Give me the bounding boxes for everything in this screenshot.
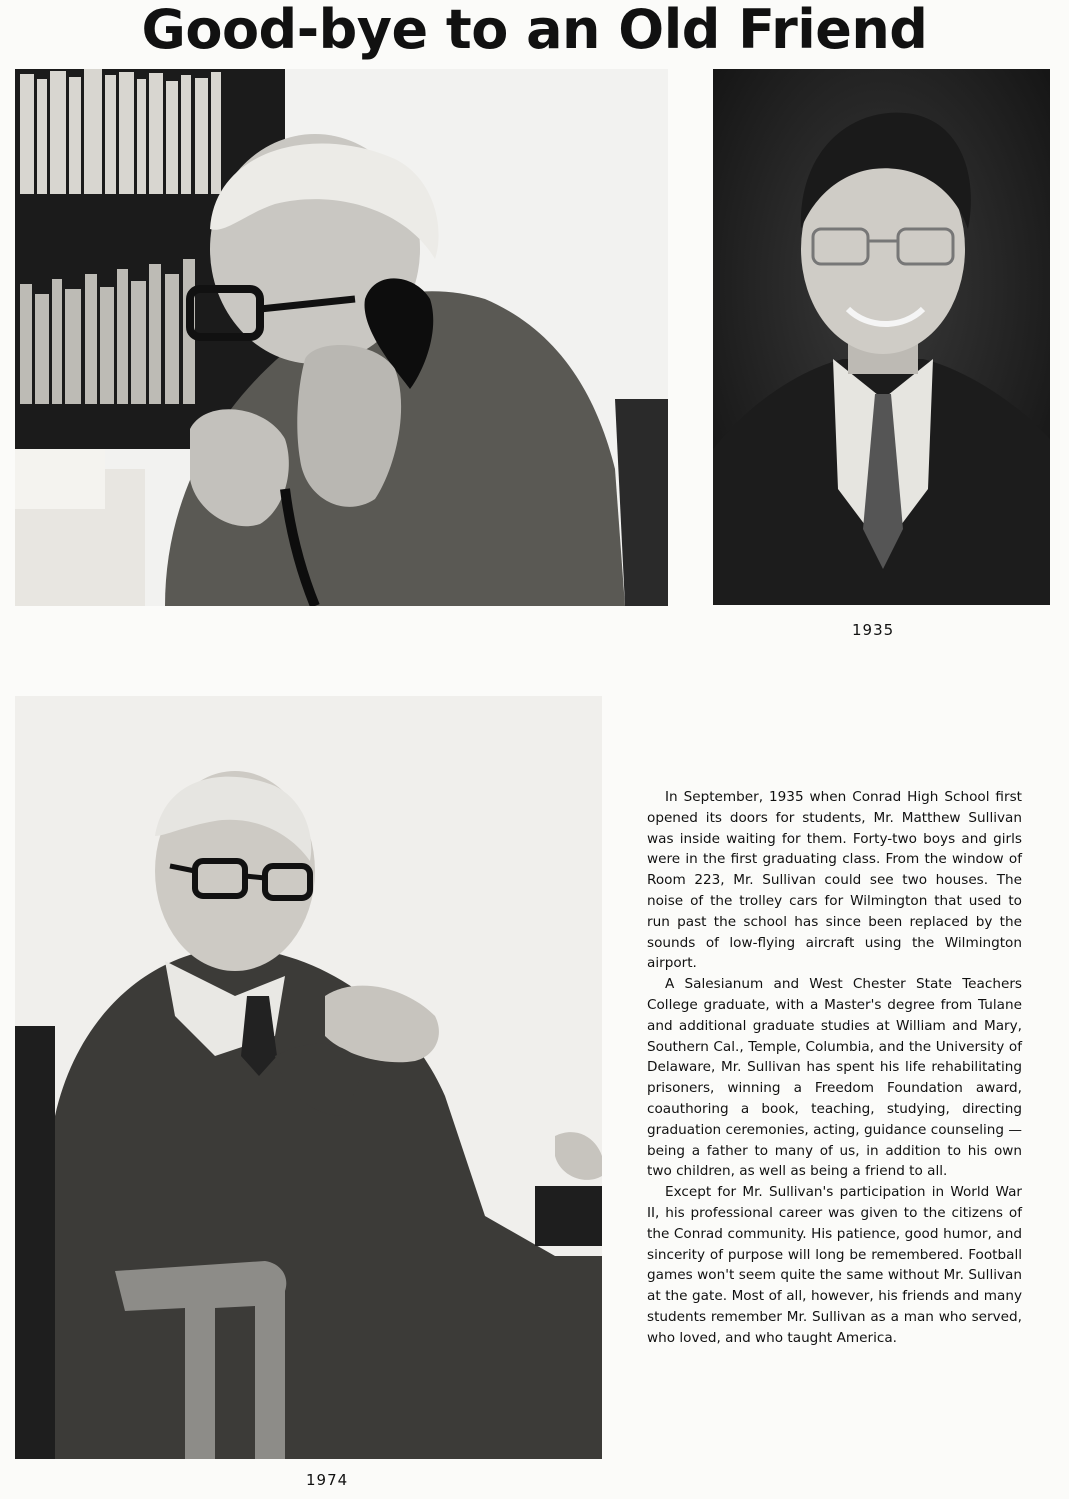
photo-portrait-1935 — [713, 69, 1050, 605]
photo-portrait-1935-image — [713, 69, 1050, 605]
photo-man-on-phone — [15, 69, 668, 606]
caption-1935: 1935 — [852, 621, 895, 639]
article-body — [647, 787, 1022, 1349]
caption-1974: 1974 — [306, 1471, 349, 1489]
article-paragraph-1: In September, 1935 when Conrad High School first opened its doors for students, Mr. Matthew Sullivan was inside waiting for them. Forty-two boys and girls were in the first graduating class. From the window of Room 223, Mr. Sullivan could see two houses. The noise of the trolley cars for Wilmington that used to run past the school has since been replaced by the sounds of low-flying aircraft using the Wilmington airport. — [647, 789, 1022, 972]
article-paragraph-3: Except for Mr. Sullivan's participation in World War II, his professional career was given to the citizens of the Conrad community. His patience, good humor, and sincerity of purpose will long be remembered. Football games won't seem quite the same without Mr. Sullivan at the gate. Most of all, however, his friends and many students remember Mr. Sullivan as a man who served, who loved, and who taught America. — [647, 1184, 1022, 1346]
photo-seated-1974-image — [15, 696, 602, 1459]
page-title: Good-bye to an Old Friend — [141, 0, 928, 61]
article-paragraph-2: A Salesianum and West Chester State Teachers College graduate, with a Master's degree from Tulane and additional graduate studies at William and Mary, Southern Cal., Temple, Columbia, and the University of Delaware, Mr. Sullivan has spent his life rehabilitating prisoners, winning a Freedom Foundation award, coauthoring a book, teaching, studying, directing graduation ceremonies, acting, guidance counseling — being a father to many of us, in addition to his own two children, as well as being a friend to all. — [647, 976, 1022, 1180]
photo-seated-1974 — [15, 696, 602, 1459]
photo-man-on-phone-image — [15, 69, 668, 606]
